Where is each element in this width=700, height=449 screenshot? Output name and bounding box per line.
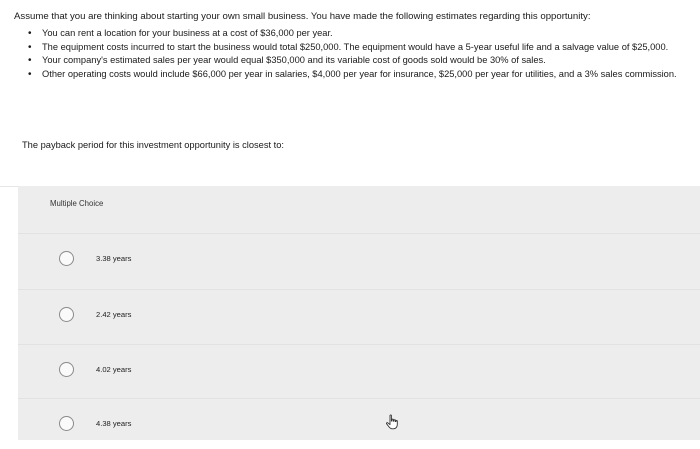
answer-option-3[interactable] <box>18 344 700 395</box>
radio-button-icon[interactable] <box>59 307 74 322</box>
radio-button-icon[interactable] <box>59 362 74 377</box>
question-intro: Assume that you are thinking about starting your own small business. You have made the following estimates regarding this opportunity: <box>14 11 591 22</box>
hand-pointer-icon <box>384 414 400 430</box>
estimate-item-operating-costs: • Other operating costs would include $66,000 per year in salaries, $4,000 per year for insurance, $25,000 per year for utilities, and a 3% sales commission. <box>28 69 694 81</box>
question-prompt: The payback period for this investment opportunity is closest to: <box>22 140 284 150</box>
answer-option-label: 2.42 years <box>96 310 132 319</box>
estimate-item-equipment: • The equipment costs incurred to start the business would total $250,000. The equipment would have a 5-year useful life and a salvage value of $25,000. <box>28 42 694 54</box>
estimate-item-rent: • You can rent a location for your business at a cost of $36,000 per year. <box>28 28 694 40</box>
answer-option-label: 3.38 years <box>96 254 132 263</box>
radio-button-icon[interactable] <box>59 251 74 266</box>
answer-panel <box>18 186 700 440</box>
radio-button-icon[interactable] <box>59 416 74 431</box>
answer-option-label: 4.38 years <box>96 419 132 428</box>
answer-option-4[interactable] <box>18 398 700 449</box>
answer-option-1[interactable] <box>18 233 700 284</box>
answer-option-2[interactable] <box>18 289 700 340</box>
answer-option-label: 4.02 years <box>96 365 132 374</box>
multiple-choice-label: Multiple Choice <box>50 199 104 208</box>
question-panel <box>0 0 700 187</box>
estimate-item-sales: • Your company's estimated sales per year would equal $350,000 and its variable cost of goods sold would be 30% of sales. <box>28 55 694 67</box>
estimate-list <box>28 28 694 82</box>
